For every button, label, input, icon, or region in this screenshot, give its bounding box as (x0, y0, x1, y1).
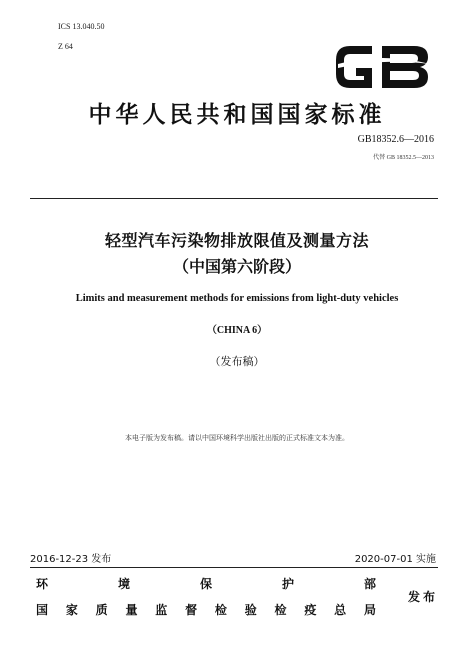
issuer-char: 家 (65, 603, 78, 617)
issuer-ministry (36, 575, 376, 592)
document-title-en: Limits and measurement methods for emissions from light-duty vehicles (75, 293, 399, 304)
document-subtitle-en: （CHINA 6） (206, 325, 268, 336)
issuer-char: 检 (214, 603, 227, 617)
national-standard-title: 中华人民共和国国家标准 (88, 101, 386, 128)
issuer-char: 境 (117, 577, 130, 591)
replaces-note: 代替 GB 18352.5—2013 (373, 155, 434, 161)
issuer-char: 局 (363, 603, 376, 617)
edition-notice: 本电子版为发布稿。请以中国环境科学出版社出版的正式标准文本为准。 (125, 434, 349, 442)
draft-label: （发布稿） (209, 355, 265, 368)
effective-date: 2020-07-01 实施 (354, 554, 436, 565)
issuer-char: 护 (281, 577, 294, 591)
issuer-char: 疫 (304, 603, 317, 617)
bottom-divider (30, 567, 438, 568)
document-subtitle-zh: （中国第六阶段） (172, 257, 301, 276)
issuer-char: 国 (36, 603, 49, 617)
publish-label: 发布 (408, 590, 439, 604)
issuer-char: 部 (363, 577, 376, 591)
gb-logo (330, 38, 434, 96)
top-divider (30, 198, 438, 199)
issuer-char: 检 (274, 603, 287, 617)
issuer-char: 保 (199, 577, 212, 591)
category-code: Z 64 (58, 42, 73, 51)
issuer-char: 监 (155, 603, 168, 617)
issue-date: 2016-12-23 发布 (30, 554, 112, 565)
issuer-char: 督 (185, 603, 198, 617)
issuer-char: 质 (95, 603, 108, 617)
issuer-aqsiq (36, 601, 376, 618)
issuer-char: 环 (36, 577, 49, 591)
issuer-char: 验 (244, 603, 257, 617)
ics-code: ICS 13.040.50 (58, 22, 105, 31)
issuer-char: 总 (334, 603, 347, 617)
standard-number: GB18352.6—2016 (357, 134, 434, 145)
issuer-char: 量 (125, 603, 138, 617)
document-title-zh: 轻型汽车污染物排放限值及测量方法 (104, 231, 369, 250)
